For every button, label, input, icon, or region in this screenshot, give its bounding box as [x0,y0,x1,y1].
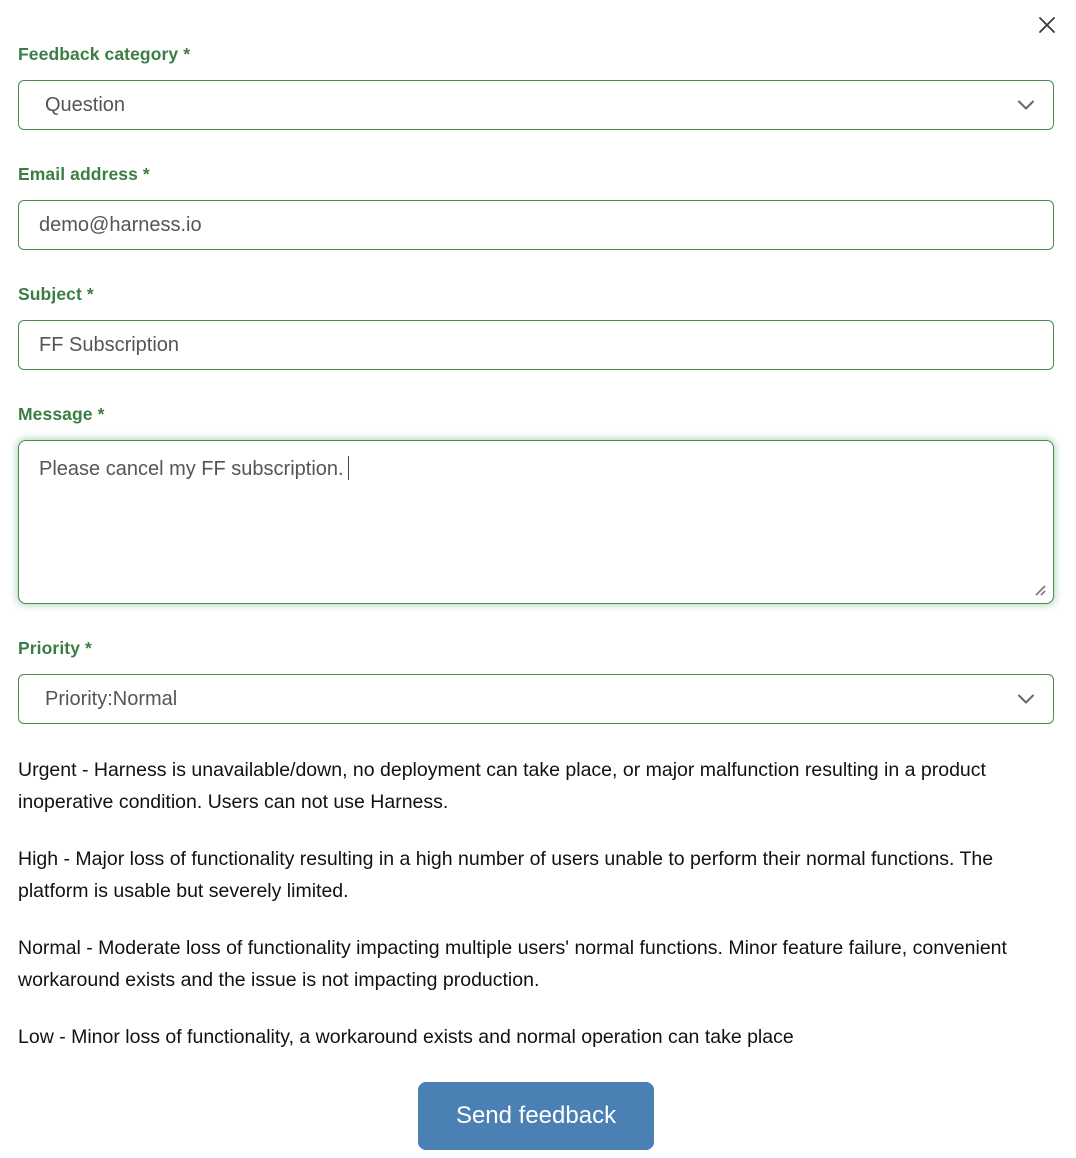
close-icon[interactable] [1034,12,1060,38]
subject-field[interactable] [18,320,1054,370]
chevron-down-icon [1017,100,1035,111]
priority-label: Priority * [18,638,92,658]
message-text: Please cancel my FF subscription. [39,458,344,480]
feedback-category-value: Question [45,93,126,116]
priority-value: Priority:Normal [45,687,178,710]
message-textarea[interactable] [18,440,1054,604]
x-close-glyph [1038,16,1056,34]
text-cursor [348,456,350,480]
subject-label: Subject * [18,284,94,304]
email-address-label: Email address * [18,164,150,184]
priority-help-urgent: Urgent - Harness is unavailable/down, no deployment can take place, or major malfunction resulting in a product inoperative condition. Users can not use Harness. [18,759,986,813]
priority-help-high: High - Major loss of functionality resulting in a high number of users unable to perform their normal functions. The platform is usable but severely limited. [18,848,994,902]
send-feedback-button[interactable]: Send feedback [418,1082,654,1150]
feedback-category-label: Feedback category * [18,44,191,64]
priority-help-normal: Normal - Moderate loss of functionality impacting multiple users' normal functions. Minor feature failure, convenient workaround exists and the issue is not impacting production. [18,937,1007,991]
priority-help-low: Low - Minor loss of functionality, a workaround exists and normal operation can take place [18,1026,794,1048]
email-field[interactable] [18,200,1054,250]
chevron-down-icon [1017,694,1035,705]
resize-handle-icon[interactable] [1034,584,1047,597]
priority-select[interactable] [18,674,1054,724]
message-label: Message * [18,404,105,424]
feedback-category-select[interactable] [18,80,1054,130]
